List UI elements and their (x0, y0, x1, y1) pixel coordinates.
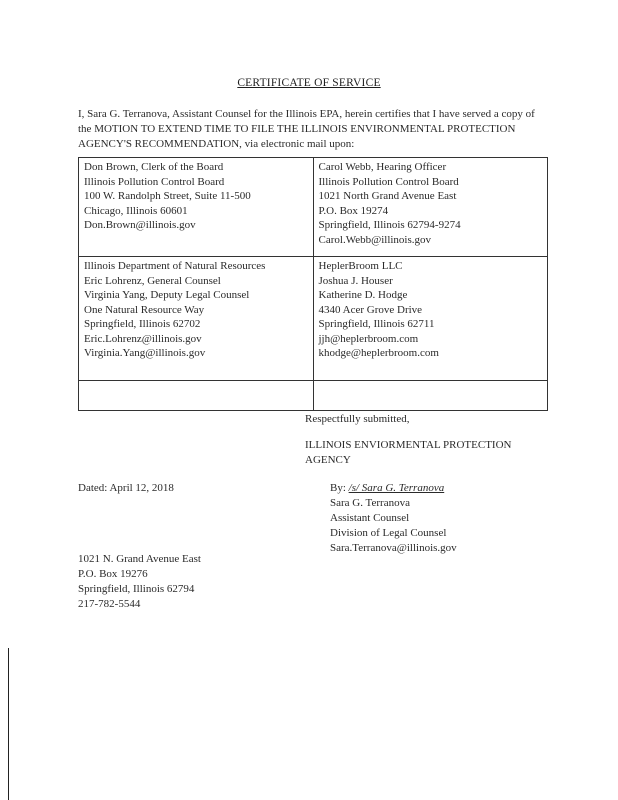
intro-paragraph: I, Sara G. Terranova, Assistant Counsel for the Illinois EPA, herein certifies that I have served a copy of the MOTION TO EXTEND TIME TO FILE THE ILLINOIS ENVIRONMENTAL PROTECTION AGENCY'S RECOMMENDATION, via electronic mail upon: (78, 108, 535, 150)
service-recipient-cell (79, 158, 314, 257)
address-line: 1021 N. Grand Avenue East (78, 553, 201, 565)
address-line: P.O. Box 19274 (318, 204, 389, 217)
email-line: jjh@heplerbroom.com (318, 332, 419, 345)
empty-cell (313, 380, 548, 410)
address-line: HeplerBroom LLC (318, 260, 403, 273)
address-line: Chicago, Illinois 60601 (84, 204, 188, 217)
address-line: 100 W. Randolph Street, Suite 11-500 (84, 190, 251, 202)
address-line: 1021 North Grand Avenue East (318, 190, 457, 202)
service-recipient-cell (313, 158, 548, 257)
address-line: Springfield, Illinois 62794 (78, 583, 195, 595)
address-line: Springfield, Illinois 62711 (318, 318, 435, 331)
address-line: P.O. Box 19276 (78, 568, 148, 580)
signature-line (330, 481, 457, 496)
by-label: By: (330, 482, 346, 494)
address-line: Illinois Pollution Control Board (318, 175, 459, 188)
empty-cell (79, 380, 314, 410)
document-title: CERTIFICATE OF SERVICE (237, 77, 381, 89)
email-line: Don.Brown@illinois.gov (84, 219, 196, 231)
address-line: Springfield, Illinois 62702 (84, 318, 201, 331)
address-line: Virginia Yang, Deputy Legal Counsel (84, 289, 250, 302)
address-line: Eric Lohrenz, General Counsel (84, 274, 221, 287)
electronic-signature: /s/ Sara G. Terranova (348, 482, 445, 494)
email-line: Virginia.Yang@illinois.gov (84, 347, 206, 360)
service-recipient-cell (313, 257, 548, 380)
service-list-table (78, 157, 548, 411)
address-line: 4340 Acer Grove Drive (318, 303, 423, 316)
signer-name: Sara G. Terranova (330, 497, 410, 509)
email-line: Eric.Lohrenz@illinois.gov (84, 332, 202, 345)
date-line: Dated: April 12, 2018 (78, 482, 174, 494)
respectfully-submitted: Respectfully submitted, (305, 413, 410, 425)
agency-address (78, 552, 201, 612)
agency-line: AGENCY (305, 454, 351, 466)
agency-name (305, 438, 545, 468)
phone-line: 217-782-5544 (78, 598, 141, 610)
email-line: Carol.Webb@illinois.gov (318, 233, 432, 246)
signer-email: Sara.Terranova@illinois.gov (330, 542, 457, 554)
address-line: Joshua J. Houser (318, 274, 393, 287)
address-line: Don Brown, Clerk of the Board (84, 161, 224, 173)
address-line: Illinois Pollution Control Board (84, 175, 225, 188)
email-line: khodge@heplerbroom.com (318, 347, 439, 360)
address-line: One Natural Resource Way (84, 303, 205, 316)
signature-block (330, 481, 457, 556)
signer-title: Assistant Counsel (330, 512, 410, 524)
scan-margin-line (8, 648, 9, 800)
address-line: Illinois Department of Natural Resources (84, 260, 266, 273)
address-line: Katherine D. Hodge (318, 289, 408, 302)
address-line: Springfield, Illinois 62794-9274 (318, 219, 461, 231)
service-recipient-cell (79, 257, 314, 380)
agency-line: ILLINOIS ENVIORMENTAL PROTECTION (305, 439, 512, 451)
address-line: Carol Webb, Hearing Officer (318, 161, 447, 173)
signer-division: Division of Legal Counsel (330, 527, 447, 539)
